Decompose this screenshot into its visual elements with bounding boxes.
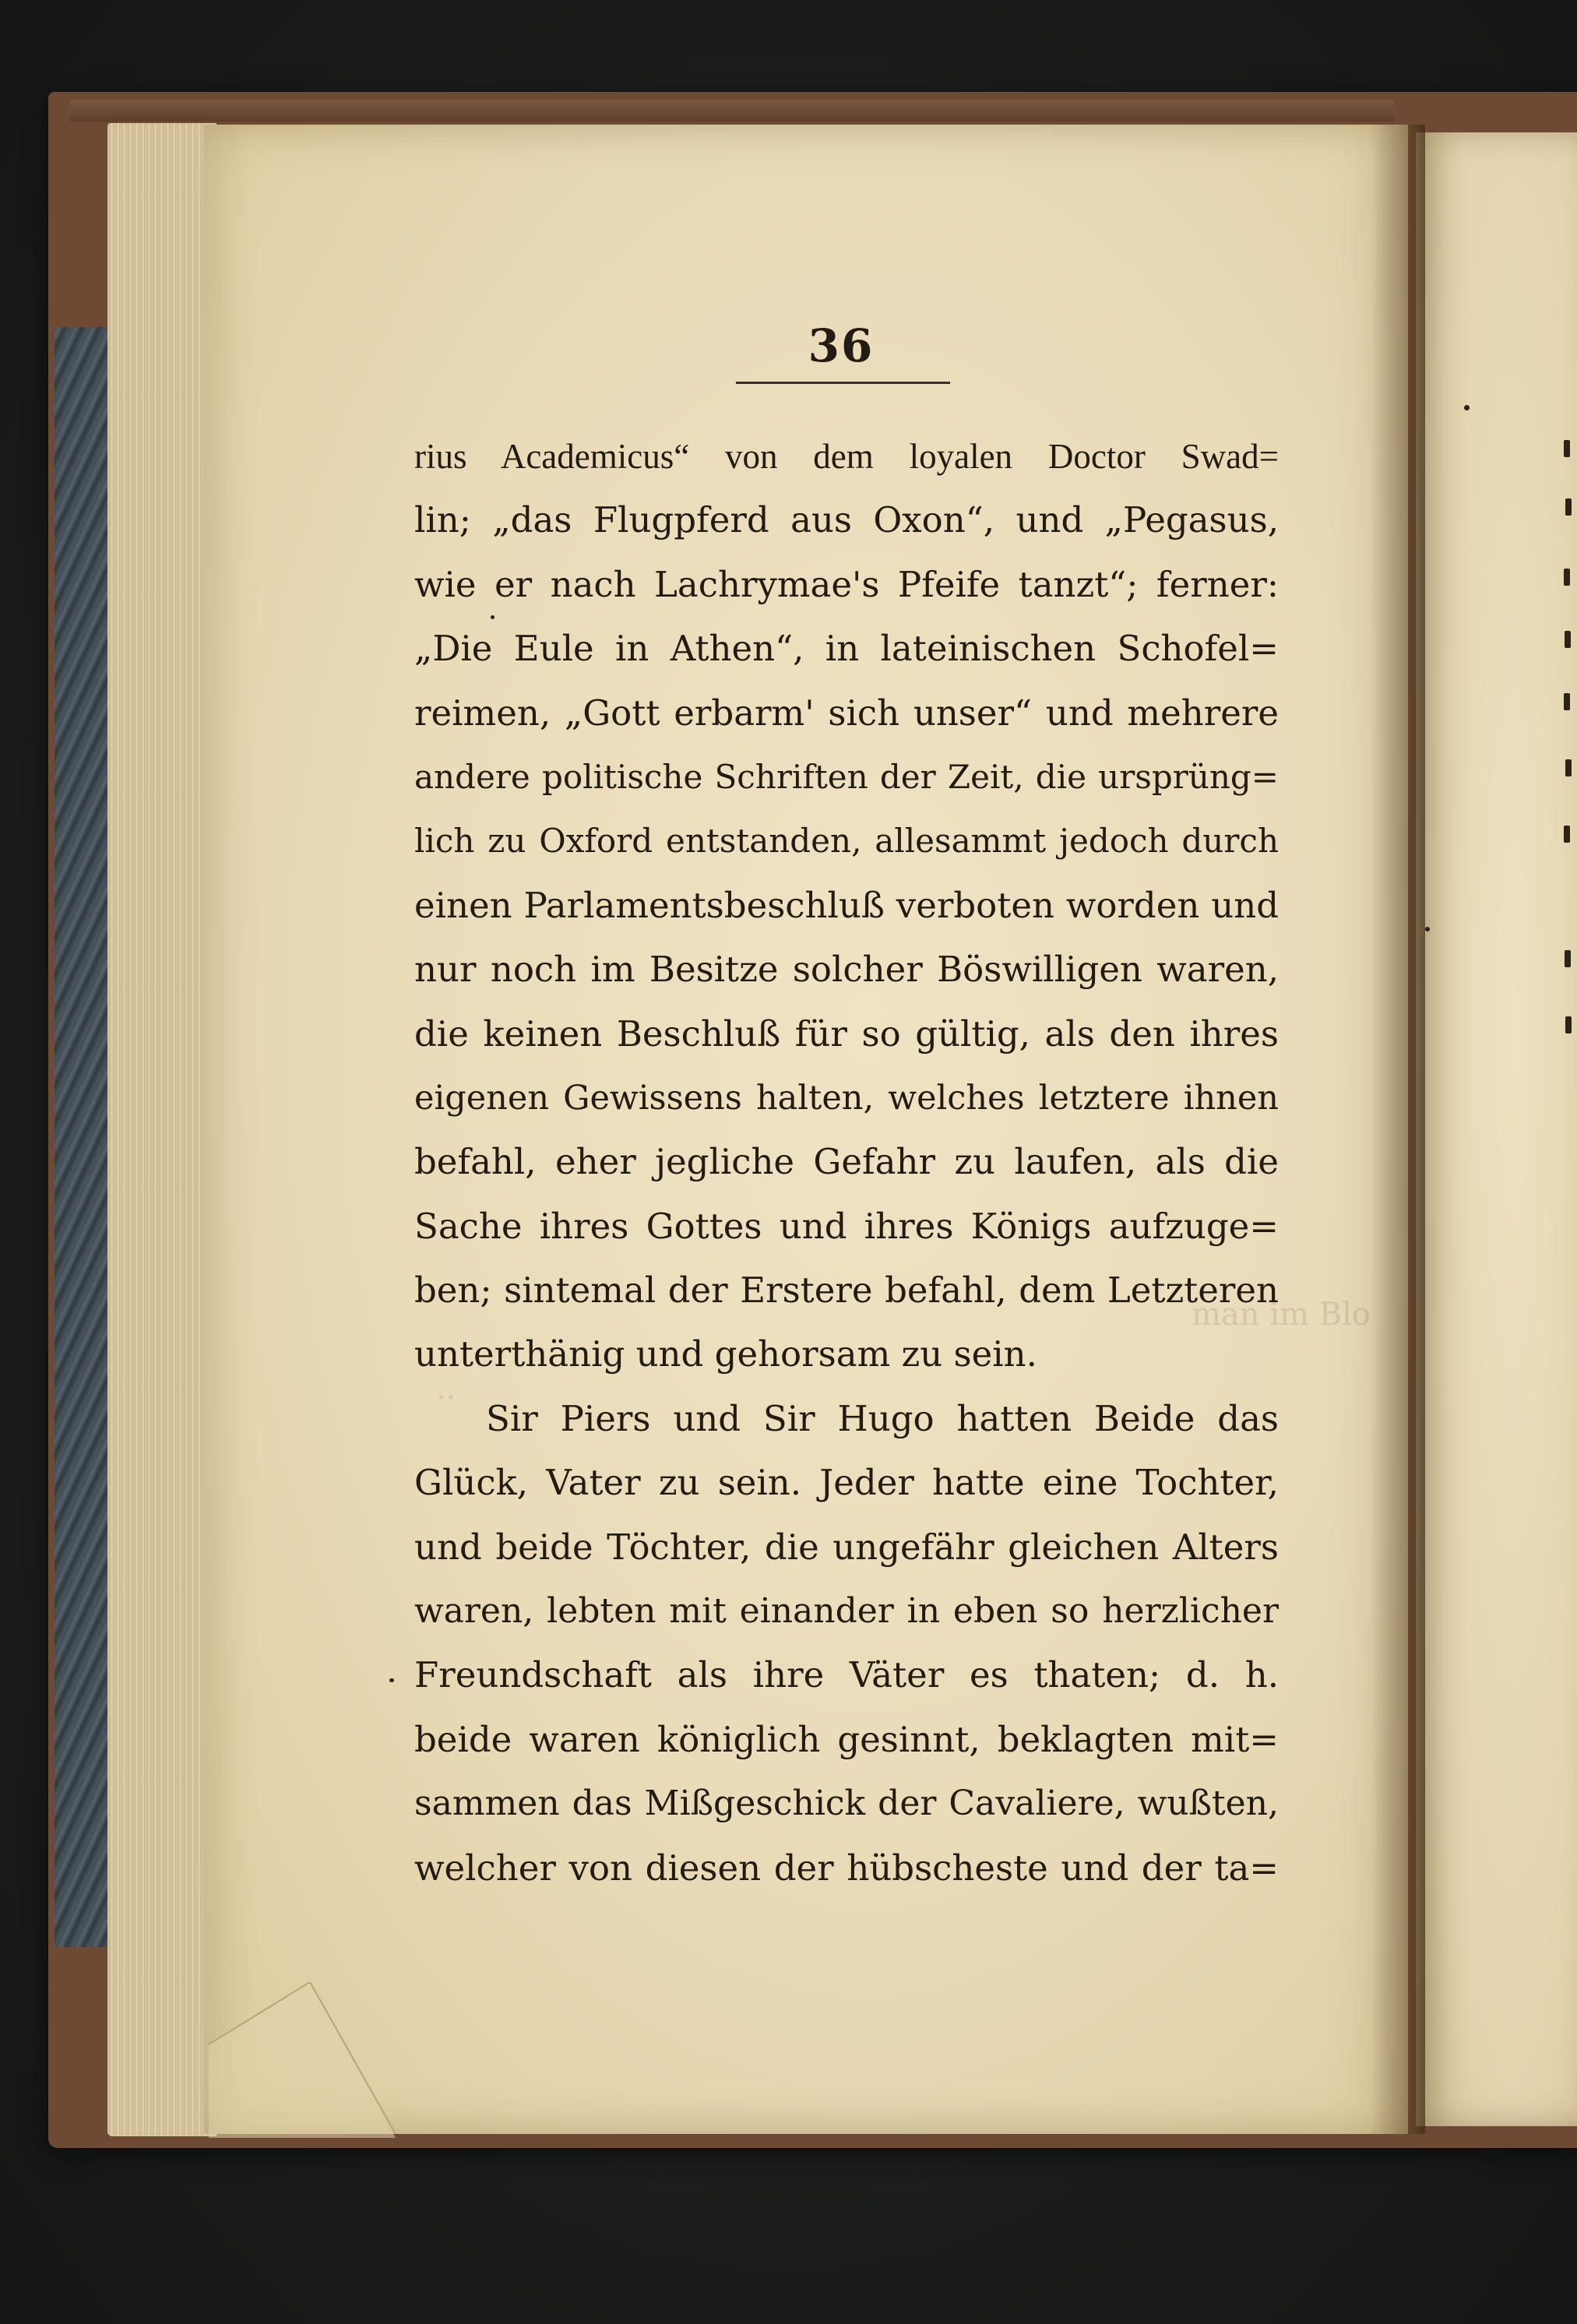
paragraph-end-line: unterthänig und gehorsam zu sein. (414, 1333, 1037, 1375)
page-number: 36 (808, 319, 875, 372)
text-line: ben; sintemal der Erstere befahl, dem Letzteren (414, 1269, 1279, 1312)
text-line: rius Academicus“ von dem loyalen Doctor Swad= (414, 437, 1279, 476)
text-line: Freundschaft als ihre Väter es thaten; d. h. (414, 1654, 1279, 1696)
paper-speck (389, 1678, 394, 1682)
text-line: die keinen Beschluß für so gültig, als den ihres (414, 1012, 1279, 1055)
text-line: und beide Töchter, die ungefähr gleichen Alters (414, 1526, 1279, 1568)
text-line: eigenen Gewissens halten, welches letztere ihnen (414, 1078, 1279, 1118)
facing-page-letter-fragment (1564, 569, 1570, 586)
text-line: befahl, eher jegliche Gefahr zu laufen, als die (414, 1141, 1279, 1183)
facing-page (1416, 132, 1577, 2126)
facing-page-letter-fragment (1565, 950, 1571, 967)
cover-top-edge (70, 100, 1394, 121)
facing-page-letter-fragment (1565, 759, 1572, 776)
page-gutter-shadow (1371, 125, 1425, 2134)
bleed-through-text: man im Blo (1192, 1297, 1371, 1333)
facing-page-letter-fragment (1565, 1016, 1572, 1033)
text-line: einen Parlamentsbeschluß verboten worden und (414, 884, 1279, 926)
text-line: waren, lebten mit einander in eben so herzlicher (414, 1591, 1279, 1632)
facing-page-letter-fragment (1565, 498, 1572, 516)
text-line: beide waren königlich gesinnt, beklagten mit= (414, 1718, 1279, 1760)
paper-speck (1425, 927, 1430, 931)
text-line: Sache ihres Gottes und ihres Königs aufzuge= (414, 1205, 1279, 1247)
text-line: „Die Eule in Athen“, in lateinischen Schofel= (414, 628, 1279, 670)
paragraph-start-line: Sir Piers und Sir Hugo hatten Beide das (486, 1397, 1279, 1439)
text-line: andere politische Schriften der Zeit, die ursprüng= (414, 757, 1279, 796)
text-line: Glück, Vater zu sein. Jeder hatte eine Tochter, (414, 1462, 1279, 1504)
page-stack-edges (107, 123, 216, 2136)
facing-page-letter-fragment (1564, 440, 1570, 457)
facing-page-letter-fragment (1564, 693, 1570, 710)
text-line: welcher von diesen der hübscheste und der ta= (414, 1847, 1279, 1889)
facing-page-letter-fragment (1565, 631, 1571, 648)
bleed-through-text: .. (436, 1371, 456, 1407)
text-line: lich zu Oxford entstanden, allesammt jedoch durch (414, 822, 1279, 861)
dog-eared-corner (209, 1982, 411, 2138)
page-body-text (414, 424, 1279, 1900)
facing-page-letter-fragment (1564, 826, 1570, 843)
text-line: reimen, „Gott erbarm' sich unser“ und mehrere (414, 692, 1279, 734)
text-line: sammen das Mißgeschick der Cavaliere, wußten, (414, 1783, 1279, 1824)
paper-speck (491, 615, 495, 619)
page-number-rule (736, 382, 950, 384)
paper-speck (1464, 405, 1470, 410)
text-line: wie er nach Lachrymae's Pfeife tanzt“; ferner: (414, 563, 1279, 605)
text-line: nur noch im Besitze solcher Böswilligen waren, (414, 949, 1279, 991)
text-line: lin; „das Flugpferd aus Oxon“, und „Pegasus, (414, 499, 1279, 541)
